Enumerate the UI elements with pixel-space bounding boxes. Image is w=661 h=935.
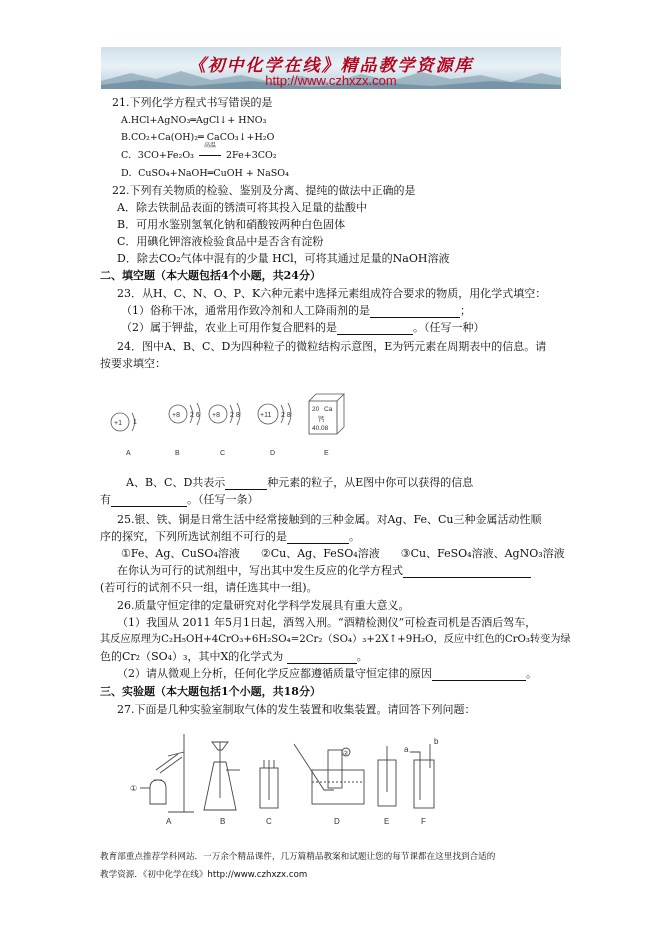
answer-blank[interactable] xyxy=(403,566,531,578)
electrons-d: 2 8 xyxy=(281,412,291,419)
section-2-heading: 二、填空题（本大题包括4个小题，共24分） xyxy=(100,269,321,282)
apparatus-label-e: E xyxy=(384,817,390,826)
q23-part2: （2）属于钾盐，农业上可用作复合肥料的是 。（任写一种） xyxy=(121,321,485,334)
answer-blank[interactable] xyxy=(111,495,187,507)
banner-url[interactable]: http://www.czhxzx.com xyxy=(265,73,397,88)
banner-title: 《初中化学在线》精品教学资源库 xyxy=(188,56,474,76)
q21-c-right: 2Fe+3CO₂ xyxy=(226,150,277,161)
figure-label-a: A xyxy=(126,450,131,457)
q21-c-condition: 高温 xyxy=(203,142,216,149)
q27-stem: 27.下面是几种实验室制取气体的发生装置和收集装置。请回答下列问题： xyxy=(117,703,476,716)
answer-blank[interactable] xyxy=(337,323,413,335)
footer-line-1: 教育部重点推荐学科网站．一万余个精品课件，几万篇精品教案和试题让您的每节课都在这里找到合适的 xyxy=(100,852,496,862)
section-3-heading: 三、实验题（本大题包括1个小题，共18分） xyxy=(100,685,321,698)
answer-blank[interactable] xyxy=(225,478,267,490)
header-banner xyxy=(101,47,561,89)
q23-stem: 23．从H、C、N、O、P、K六种元素中选择元素组成符合要求的物质，用化学式填空： xyxy=(117,287,547,300)
apparatus-label-f: F xyxy=(421,817,426,826)
apparatus-label-b: B xyxy=(220,817,226,826)
nucleus-b-label: +8 xyxy=(172,412,180,419)
q26-part1-line2: 其反应原理为C₂H₅OH+4CrO₃+6H₂SO₄=2Cr₂（SO₄）₃+2X↑+9H₂O，反应中红色的CrO₃转变为绿 xyxy=(100,634,571,645)
q24-question-line2: 有 。（任写一条） xyxy=(100,493,259,506)
answer-blank[interactable] xyxy=(432,669,526,681)
calcium-mass: 40.08 xyxy=(312,425,329,432)
electrons-b: 2 6 xyxy=(190,412,200,419)
q24-stem-line2: 按要求填空： xyxy=(100,357,166,370)
q26-part2: （2）请从微观上分析，任何化学反应都遵循质量守恒定律的原因 。 xyxy=(117,667,537,680)
figure-label-b: B xyxy=(175,450,180,457)
calcium-symbol: Ca xyxy=(324,406,333,413)
figure-label-d: D xyxy=(270,450,276,457)
nucleus-a-label: +1 xyxy=(114,420,122,427)
apparatus-a xyxy=(140,734,194,812)
electrons-c: 2 8 xyxy=(230,412,240,419)
q21-option-a: A.HCl+AgNO₃═AgCl↓+ HNO₃ xyxy=(121,115,267,126)
calcium-name: 钙 xyxy=(318,416,325,423)
particle-structure-figure xyxy=(100,392,370,460)
q24-question-line1: A、B、C、D共表示 种元素的粒子，从E图中你可以获得的信息 xyxy=(126,476,474,489)
q22-option-b: B．可用水鉴别氢氧化钠和硝酸铵两种白色固体 xyxy=(117,218,346,231)
figure-label-e: E xyxy=(324,450,329,457)
answer-blank[interactable] xyxy=(287,532,349,544)
apparatus-label-d: D xyxy=(334,817,340,826)
nucleus-c-label: +8 xyxy=(212,412,220,419)
q21-option-c xyxy=(121,142,277,163)
q25-stem-line2: 序的探究，下列所选试剂组不可行的是 。 xyxy=(100,530,360,543)
q25-stem-line1: 25.银、铁、铜是日常生活中经常接触到的三种金属。对Ag、Fe、Cu三种金属活动性顺 xyxy=(117,513,542,526)
apparatus-f xyxy=(410,744,434,808)
marker-1: ① xyxy=(130,784,138,793)
q26-part1-line3: 色的Cr₂（SO₄）₃，其中X的化学式为 。 xyxy=(100,650,368,663)
q22-option-a: A．除去铁制品表面的锈渍可将其投入足量的盐酸中 xyxy=(117,201,367,214)
q22-stem: 22.下列有关物质的检验、鉴别及分离、提纯的做法中正确的是 xyxy=(112,184,416,197)
q25-options: ①Fe、Ag、CuSO₄溶液 ②Cu、Ag、FeSO₄溶液 ③Cu、FeSO₄溶液、AgNO₃溶液 xyxy=(121,547,565,560)
apparatus-label-a: A xyxy=(166,817,172,826)
calcium-number: 20 xyxy=(312,406,320,413)
q25-note: (若可行的试剂不只一组，请任选其中一组)。 xyxy=(100,581,318,594)
marker-2: ② xyxy=(343,751,349,757)
q21-option-d: D．CuSO₄+NaOH═CuOH + NaSO₄ xyxy=(121,168,289,179)
nucleus-d-label: +11 xyxy=(260,412,272,419)
figure-label-c: C xyxy=(220,450,226,457)
answer-blank[interactable] xyxy=(287,652,357,664)
q22-option-d: D．除去CO₂气体中混有的少量 HCl，可将其通过足量的NaOH溶液 xyxy=(117,252,450,265)
footer-line-2: 教学资源．《初中化学在线》http://www.czhxzx.com xyxy=(100,870,308,880)
q23-part1: （1）俗称干冰，通常用作致冷剂和人工降雨剂的是 ； xyxy=(121,304,471,317)
apparatus-e xyxy=(378,746,396,806)
port-b-label: b xyxy=(434,737,439,746)
q26-part1-line1: （1）我国从 2011 年5月1日起，酒驾入刑。“酒精检测仪”可检查司机是否酒后驾车， xyxy=(117,616,537,629)
port-a-label: a xyxy=(404,745,409,754)
q21-stem: 21.下列化学方程式书写错误的是 xyxy=(112,96,273,109)
electrons-a: 1 xyxy=(133,419,137,426)
q21-c-left: C．3CO+Fe₂O₃ xyxy=(121,150,194,161)
q24-stem-line1: 24．图中A、B、C、D为四种粒子的微粒结构示意图，E为钙元素在周期表中的信息。请 xyxy=(117,340,547,353)
q21-option-b: B.CO₂+Ca(OH)₂═ CaCO₃↓+H₂O xyxy=(121,132,275,143)
apparatus-c xyxy=(260,760,278,808)
q26-stem: 26.质量守恒定律的定量研究对化学科学发展具有重大意义。 xyxy=(117,599,410,612)
answer-blank[interactable] xyxy=(370,306,460,318)
lab-apparatus-figure xyxy=(128,730,448,828)
apparatus-label-c: C xyxy=(266,817,272,826)
q25-question: 在你认为可行的试剂组中，写出其中发生反应的化学方程式 xyxy=(117,564,531,578)
apparatus-d xyxy=(294,744,364,804)
q22-option-c: C．用碘化钾溶液检验食品中是否含有淀粉 xyxy=(117,235,324,248)
apparatus-b xyxy=(204,742,240,810)
